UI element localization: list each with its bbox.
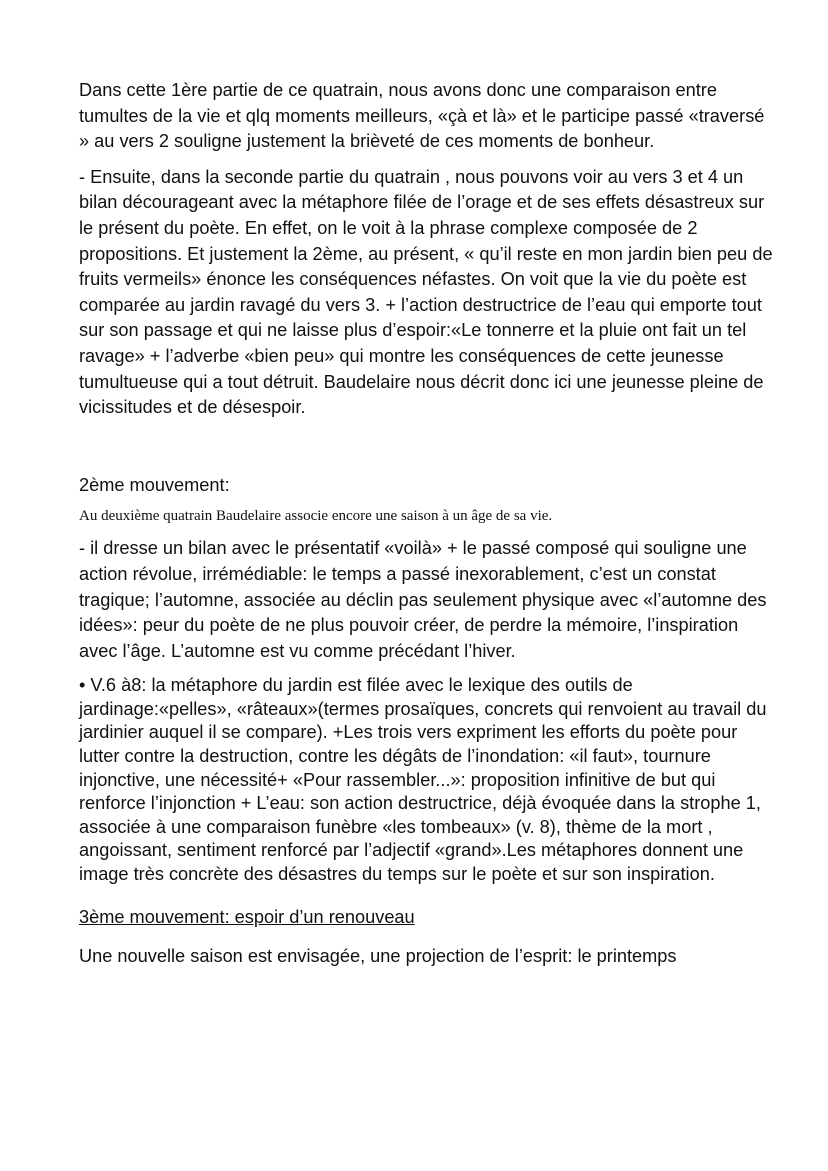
paragraph-metaphor: • V.6 à8: la métaphore du jardin est filée avec le lexique des outils de jardinage:«pelles», «râteaux»(termes prosaïques, concrets qui renvoient au travail du jardinier auquel il se compare). +Les trois vers expriment les efforts du poète pour lutter contre la destruction, contre les dégâts de l’inondation: «il faut», tournure injonctive, une nécessité+ «Pour rassembler...»: proposition infinitive de but qui renforce l’injonction + L’eau: son action destructrice, déjà évoquée dans la strophe 1, associée à une comparaison funèbre «les tombeaux» (v. 8), thème de la mort , angoissant, sentiment renforcé par l’adjectif «grand».Les métaphores donnent une image très concrète des désastres du temps sur le poète et sur son inspiration. [79,675,767,885]
paragraph-new-season: Une nouvelle saison est envisagée, une projection de l’esprit: le printemps [79,946,677,967]
document-page [79,78,779,970]
paragraph-second-part: - Ensuite, dans la seconde partie du quatrain , nous pouvons voir au vers 3 et 4 un bilan décourageant avec la métaphore filée de l’orage et de ses effets désastreux sur le présent du poète. En effet, on le voit à la phrase complexe composée de 2 propositions. Et justement la 2ème, au présent, « qu’il reste en mon jardin bien peu de fruits vermeils» énonce les conséquences néfastes. On voit que la vie du poète est comparée au jardin ravagé du vers 3. + l’action destructrice de l’eau qui emporte tout sur son passage et qui ne laisse plus d’espoir:«Le tonnerre et la pluie ont fait un tel ravage» + l’adverbe «bien peu» qui montre les conséquences de cette jeunesse tumultueuse qui a tout détruit. Baudelaire nous décrit donc ici une jeunesse pleine de vicissitudes et de désespoir. [79,166,773,418]
heading-second-movement: 2ème mouvement: [79,474,230,495]
note-second-quatrain: Au deuxième quatrain Baudelaire associe encore une saison à un âge de sa vie. [79,508,553,525]
paragraph-intro: Dans cette 1ère partie de ce quatrain, nous avons donc une comparaison entre tumultes de la vie et qlq moments meilleurs, «çà et là» et le participe passé «traversé » au vers 2 souligne justement la brièveté de ces moments de bonheur. [79,80,765,152]
heading-third-movement: 3ème mouvement: espoir d’un renouveau [79,906,415,927]
paragraph-bilan: - il dresse un bilan avec le présentatif «voilà» + le passé composé qui souligne une action révolue, irrémédiable: le temps a passé inexorablement, c’est un constat tragique; l’automne, associée au déclin pas seulement physique avec «l’automne des idées»: peur du poète de ne plus pouvoir créer, de perdre la mémoire, l’inspiration avec l’âge. L’automne est vu comme précédant l’hiver. [79,538,767,661]
